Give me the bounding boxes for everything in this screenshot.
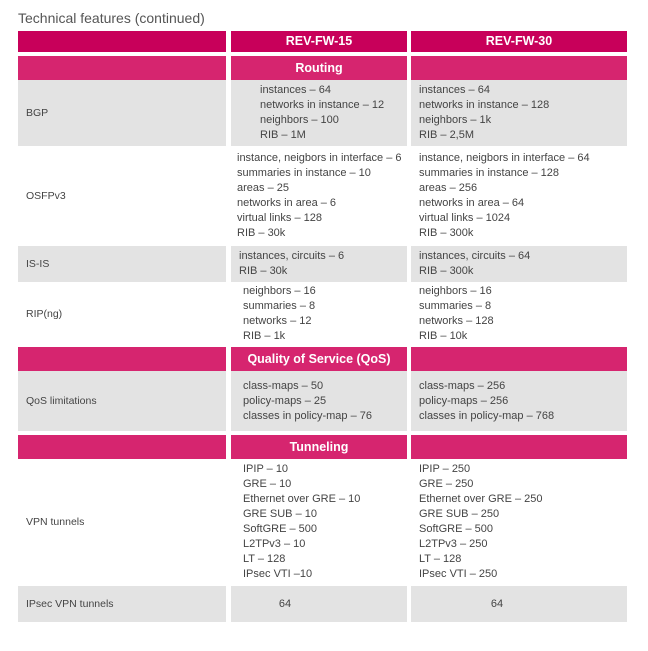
value-line: GRE SUB – 250 — [419, 508, 500, 520]
value-line: networks in area – 6 — [237, 197, 337, 209]
section-title-routing: Routing — [231, 56, 407, 80]
row-label-ipsec-vpn-tunnels: IPsec VPN tunnels — [18, 586, 226, 622]
value-line: class-maps – 50 — [243, 379, 324, 392]
value-line: neighbors – 1k — [419, 114, 492, 126]
qos-limitations-rev-fw-30 — [411, 371, 627, 431]
vpn-tunnels-rev-fw-30 — [411, 460, 627, 584]
page-title: Technical features (continued) — [18, 10, 205, 26]
value-line: neighbors – 16 — [419, 285, 492, 297]
ipsec-vpn-tunnels-rev-fw-30: 64 — [411, 586, 583, 622]
section-bar-tunneling-right — [411, 435, 627, 459]
value-line: neighbors – 16 — [243, 285, 316, 297]
is-is-rev-fw-15 — [231, 246, 407, 282]
value-line: areas – 256 — [419, 182, 478, 194]
row-label-qos-limitations: QoS limitations — [18, 371, 226, 431]
value-line: virtual links – 128 — [237, 212, 322, 224]
value-line: class-maps – 256 — [419, 379, 506, 392]
value-line: classes in policy-map – 76 — [243, 409, 373, 422]
value-line: summaries in instance – 128 — [419, 167, 560, 179]
value-line: networks in instance – 12 — [260, 99, 385, 111]
vpn-tunnels-rev-fw-15 — [231, 460, 407, 584]
value-line: RIB – 1k — [243, 330, 286, 342]
value-line: LT – 128 — [243, 553, 286, 565]
value-line: instances – 64 — [260, 84, 331, 96]
section-bar-routing-left — [18, 56, 226, 80]
section-title-qos: Quality of Service (QoS) — [231, 347, 407, 371]
value-line: virtual links – 1024 — [419, 212, 511, 224]
rip-ng-rev-fw-15 — [231, 284, 407, 344]
section-title-tunneling: Tunneling — [231, 435, 407, 459]
rip-ng-rev-fw-30 — [411, 284, 627, 344]
value-line: classes in policy-map – 768 — [419, 409, 555, 422]
header-blank — [18, 31, 226, 52]
value-line: IPsec VTI –10 — [243, 568, 313, 580]
ipsec-vpn-tunnels-rev-fw-30-fill — [583, 586, 627, 622]
value-line: Ethernet over GRE – 10 — [243, 493, 361, 505]
is-is-rev-fw-30 — [411, 246, 627, 282]
value-line: summaries in instance – 10 — [237, 167, 371, 179]
value-line: instance, neigbors in interface – 64 — [419, 152, 590, 164]
value-line: IPIP – 250 — [419, 463, 471, 475]
value-line: summaries – 8 — [419, 300, 492, 312]
row-label-rip-ng: RIP(ng) — [26, 307, 63, 320]
value-line: neighbors – 100 — [260, 114, 339, 126]
value-line: RIB – 2,5M — [419, 129, 475, 141]
value-line: IPIP – 10 — [243, 463, 289, 475]
value-line: instances, circuits – 6 — [239, 250, 345, 262]
value-line: Ethernet over GRE – 250 — [419, 493, 543, 505]
section-bar-qos-left — [18, 347, 226, 371]
value-line: policy-maps – 25 — [243, 394, 327, 407]
row-label-is-is: IS-IS — [18, 246, 226, 282]
row-label-ospfv3: OSFPv3 — [26, 189, 66, 202]
value-line: networks in area – 64 — [419, 197, 525, 209]
value-line: instance, neigbors in interface – 6 — [237, 152, 402, 164]
column-header-rev-fw-15: REV-FW-15 — [231, 31, 407, 52]
section-bar-tunneling-left — [18, 435, 226, 459]
value-line: instances – 64 — [419, 84, 490, 96]
value-line: RIB – 1M — [260, 129, 306, 141]
ipsec-vpn-tunnels-rev-fw-15-fill — [339, 586, 407, 622]
value-line: areas – 25 — [237, 182, 289, 194]
qos-limitations-rev-fw-15 — [231, 371, 407, 431]
value-line: RIB – 300k — [419, 227, 474, 239]
value-line: L2TPv3 – 10 — [243, 538, 306, 550]
value-line: SoftGRE – 500 — [419, 523, 493, 535]
ospfv3-rev-fw-15 — [231, 150, 407, 242]
value-line: GRE – 10 — [243, 478, 292, 490]
value-line: policy-maps – 256 — [419, 394, 509, 407]
value-line: networks in instance – 128 — [419, 99, 550, 111]
value-line: RIB – 10k — [419, 330, 468, 342]
row-label-bgp: BGP — [18, 80, 226, 146]
value-line: RIB – 30k — [237, 227, 286, 239]
value-line: GRE SUB – 10 — [243, 508, 317, 520]
value-line: LT – 128 — [419, 553, 462, 565]
row-label-vpn-tunnels: VPN tunnels — [26, 515, 85, 528]
value-line: RIB – 300k — [419, 265, 474, 277]
bgp-rev-fw-30 — [411, 80, 627, 146]
value-line: summaries – 8 — [243, 300, 316, 312]
bgp-rev-fw-15 — [231, 80, 407, 146]
value-line: L2TPv3 – 250 — [419, 538, 488, 550]
section-bar-qos-right — [411, 347, 627, 371]
section-bar-routing-right — [411, 56, 627, 80]
value-line: networks – 128 — [419, 315, 494, 327]
value-line: networks – 12 — [243, 315, 312, 327]
ipsec-vpn-tunnels-rev-fw-15: 64 — [231, 586, 339, 622]
value-line: instances, circuits – 64 — [419, 250, 531, 262]
ospfv3-rev-fw-30 — [411, 150, 627, 242]
value-line: RIB – 30k — [239, 265, 288, 277]
column-header-rev-fw-30: REV-FW-30 — [411, 31, 627, 52]
value-line: SoftGRE – 500 — [243, 523, 317, 535]
value-line: IPsec VTI – 250 — [419, 568, 498, 580]
value-line: GRE – 250 — [419, 478, 474, 490]
